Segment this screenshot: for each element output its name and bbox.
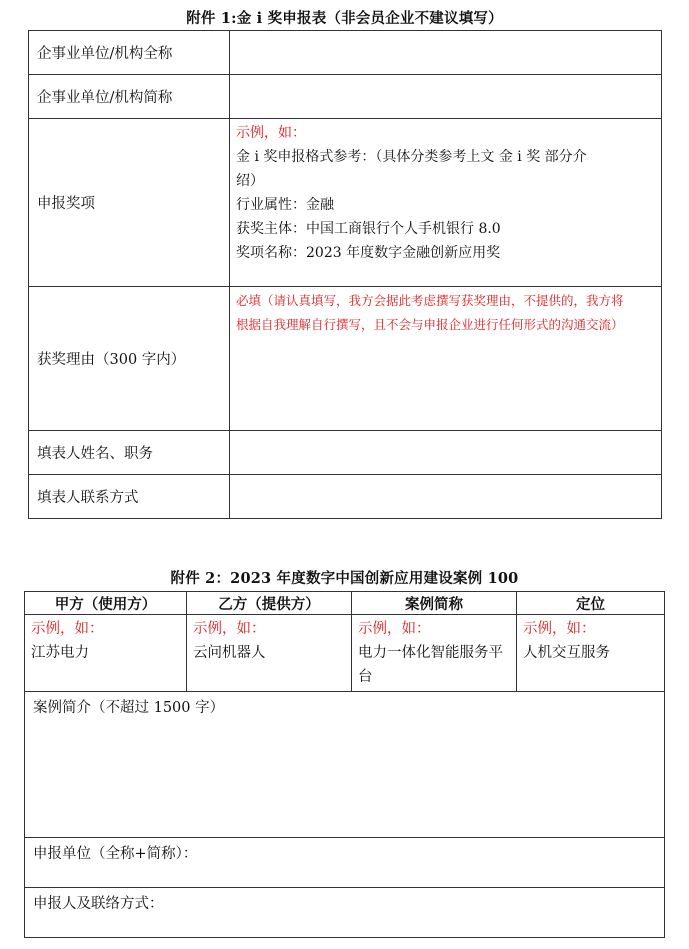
col-header-party-a: 甲方（使用方） bbox=[25, 592, 187, 615]
row-award-item bbox=[29, 119, 662, 287]
reason-note-line2: 根据自我理解自行撰写，且不会与申报企业进行任何形式的沟通交流） bbox=[236, 317, 624, 332]
case-application-table bbox=[24, 591, 665, 938]
form2-title: 附件 2：2023 年度数字中国创新应用建设案例 100 bbox=[170, 570, 519, 587]
case-name-example: 电力一体化智能服务平台 bbox=[358, 645, 503, 685]
positioning-field[interactable] bbox=[517, 615, 665, 692]
party-a-field[interactable] bbox=[25, 615, 187, 692]
header-row bbox=[25, 592, 665, 615]
case-name-field[interactable] bbox=[352, 615, 517, 692]
row-filler-contact bbox=[29, 475, 662, 519]
party-b-field[interactable] bbox=[187, 615, 352, 692]
applicant-unit-label: 申报单位（全称+简称）： bbox=[33, 846, 198, 862]
award-example-prefix: 示例，如： bbox=[236, 125, 306, 141]
filler-contact-field[interactable] bbox=[230, 475, 662, 519]
filler-contact-label: 填表人联系方式 bbox=[29, 475, 230, 519]
applicant-contact-label: 申报人及联络方式： bbox=[33, 896, 164, 912]
case-intro-row bbox=[25, 692, 665, 838]
award-application-table bbox=[28, 30, 662, 519]
applicant-unit-field[interactable] bbox=[25, 838, 665, 888]
org-full-field[interactable] bbox=[230, 31, 662, 75]
org-full-label: 企事业单位/机构全称 bbox=[29, 31, 230, 75]
party-a-example: 江苏电力 bbox=[31, 645, 89, 661]
applicant-unit-row bbox=[25, 838, 665, 888]
example-prefix: 示例，如： bbox=[523, 621, 596, 637]
award-example-line2: 绍） bbox=[236, 173, 264, 189]
col-header-positioning: 定位 bbox=[517, 592, 665, 615]
col-header-party-b: 乙方（提供方） bbox=[187, 592, 352, 615]
form1-title: 附件 1:金 i 奖申报表（非会员企业不建议填写） bbox=[186, 10, 503, 27]
example-prefix: 示例，如： bbox=[193, 621, 266, 637]
award-example-line4: 获奖主体：中国工商银行个人手机银行 8.0 bbox=[236, 221, 501, 237]
reason-label: 获奖理由（300 字内） bbox=[29, 287, 230, 431]
award-item-label: 申报奖项 bbox=[29, 119, 230, 287]
award-example-line5: 奖项名称：2023 年度数字金融创新应用奖 bbox=[236, 245, 501, 261]
row-org-full bbox=[29, 31, 662, 75]
party-b-example: 云问机器人 bbox=[193, 645, 266, 661]
reason-field[interactable] bbox=[230, 287, 662, 431]
case-intro-label: 案例简介（不超过 1500 字） bbox=[33, 700, 225, 716]
award-example-line3: 行业属性：金融 bbox=[236, 197, 334, 213]
example-row bbox=[25, 615, 665, 692]
case-intro-field[interactable] bbox=[25, 692, 665, 838]
filler-name-label: 填表人姓名、职务 bbox=[29, 431, 230, 475]
example-prefix: 示例，如： bbox=[358, 621, 431, 637]
org-short-field[interactable] bbox=[230, 75, 662, 119]
col-header-case-name: 案例简称 bbox=[352, 592, 517, 615]
award-example-line1: 金 i 奖申报格式参考：（具体分类参考上文 金 i 奖 部分介 bbox=[236, 149, 587, 165]
award-item-field[interactable] bbox=[230, 119, 662, 287]
filler-name-field[interactable] bbox=[230, 431, 662, 475]
example-prefix: 示例，如： bbox=[31, 621, 104, 637]
org-short-label: 企事业单位/机构简称 bbox=[29, 75, 230, 119]
row-reason bbox=[29, 287, 662, 431]
row-filler-name bbox=[29, 431, 662, 475]
applicant-contact-field[interactable] bbox=[25, 888, 665, 938]
reason-note-line1: 必填（请认真填写，我方会据此考虑撰写获奖理由，不提供的，我方将 bbox=[236, 293, 624, 308]
row-org-short bbox=[29, 75, 662, 119]
applicant-contact-row bbox=[25, 888, 665, 938]
positioning-example: 人机交互服务 bbox=[523, 645, 610, 661]
